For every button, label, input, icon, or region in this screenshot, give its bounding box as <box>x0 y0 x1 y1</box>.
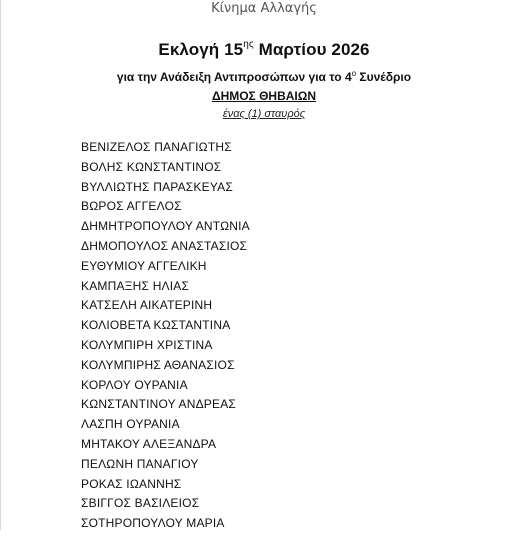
election-subtitle <box>1 69 526 84</box>
candidate-name: ΣΒΙΓΓΟΣ ΒΑΣΙΛΕΙΟΣ <box>81 496 200 511</box>
subtitle-ordinal-suffix: ο <box>351 69 357 78</box>
candidate-name: ΒΥΛΛΙΩΤΗΣ ΠΑΡΑΣΚΕΥΑΣ <box>81 179 233 194</box>
candidate-name: ΔΗΜΟΠΟΥΛΟΣ ΑΝΑΣΤΑΣΙΟΣ <box>81 238 248 253</box>
candidate-name: ΚΟΛΥΜΠΙΡΗ ΧΡΙΣΤΙΝΑ <box>81 337 213 352</box>
candidate-name: ΒΩΡΟΣ ΑΓΓΕΛΟΣ <box>81 199 182 214</box>
candidate-name: ΜΗΤΑΚΟΥ ΑΛΕΞΑΝΔΡΑ <box>81 436 217 451</box>
candidate-name: ΛΑΣΠΗ ΟΥΡΑΝΙΑ <box>81 417 180 432</box>
vote-instruction: ένας (1) σταυρός <box>222 108 306 120</box>
candidate-name: ΚΟΛΥΜΠΙΡΗΣ ΑΘΑΝΑΣΙΟΣ <box>81 357 235 372</box>
candidate-name: ΚΩΝΣΤΑΝΤΙΝΟΥ ΑΝΔΡΕΑΣ <box>81 397 237 412</box>
candidate-name: ΒΕΝΙΖΕΛΟΣ ΠΑΝΑΓΙΩΤΗΣ <box>81 140 232 154</box>
candidate-name: ΔΗΜΗΤΡΟΠΟΥΛΟΥ ΑΝΤΩΝΙΑ <box>81 219 250 234</box>
candidate-name: ΣΟΤΗΡΟΠΟΥΛΟΥ ΜΑΡΙΑ <box>81 516 225 531</box>
title-month-year: Μαρτίου 2026 <box>253 40 370 59</box>
title-ordinal-suffix: ης <box>243 39 254 51</box>
election-title <box>1 40 526 60</box>
candidate-name: ΚΑΜΠΑΞΗΣ ΗΛΙΑΣ <box>81 278 190 293</box>
subtitle-suffix: Συνέδριο <box>356 70 412 84</box>
organization-name: Κίνημα Αλλαγής <box>211 1 317 16</box>
title-date-prefix: Εκλογή 15 <box>158 40 244 59</box>
candidate-name: ΚΟΡΛΟΥ ΟΥΡΑΝΙΑ <box>81 377 188 392</box>
candidate-name: ΚΟΛΙΟΒΕΤΑ ΚΩΣΤΑΝΤΙΝΑ <box>81 318 231 333</box>
candidate-name: ΒΟΛΗΣ ΚΩΝΣΤΑΝΤΙΝΟΣ <box>81 159 222 174</box>
candidate-name: ΚΑΤΣΕΛΗ ΑΙΚΑΤΕΡΙΝΗ <box>81 298 213 313</box>
candidate-name: ΠΕΛΩΝΗ ΠΑΝΑΓΙΟΥ <box>81 456 199 471</box>
candidate-list <box>81 140 250 536</box>
candidate-name: ΕΥΘΥΜΙΟΥ ΑΓΓΕΛΙΚΗ <box>81 258 207 273</box>
municipality-name: ΔΗΜΟΣ ΘΗΒΑΙΩΝ <box>211 89 317 103</box>
candidate-name: ΡΟΚΑΣ ΙΩΑΝΝΗΣ <box>81 476 182 491</box>
subtitle-prefix: για την Ανάδειξη Αντιπροσώπων για το 4 <box>116 70 352 84</box>
